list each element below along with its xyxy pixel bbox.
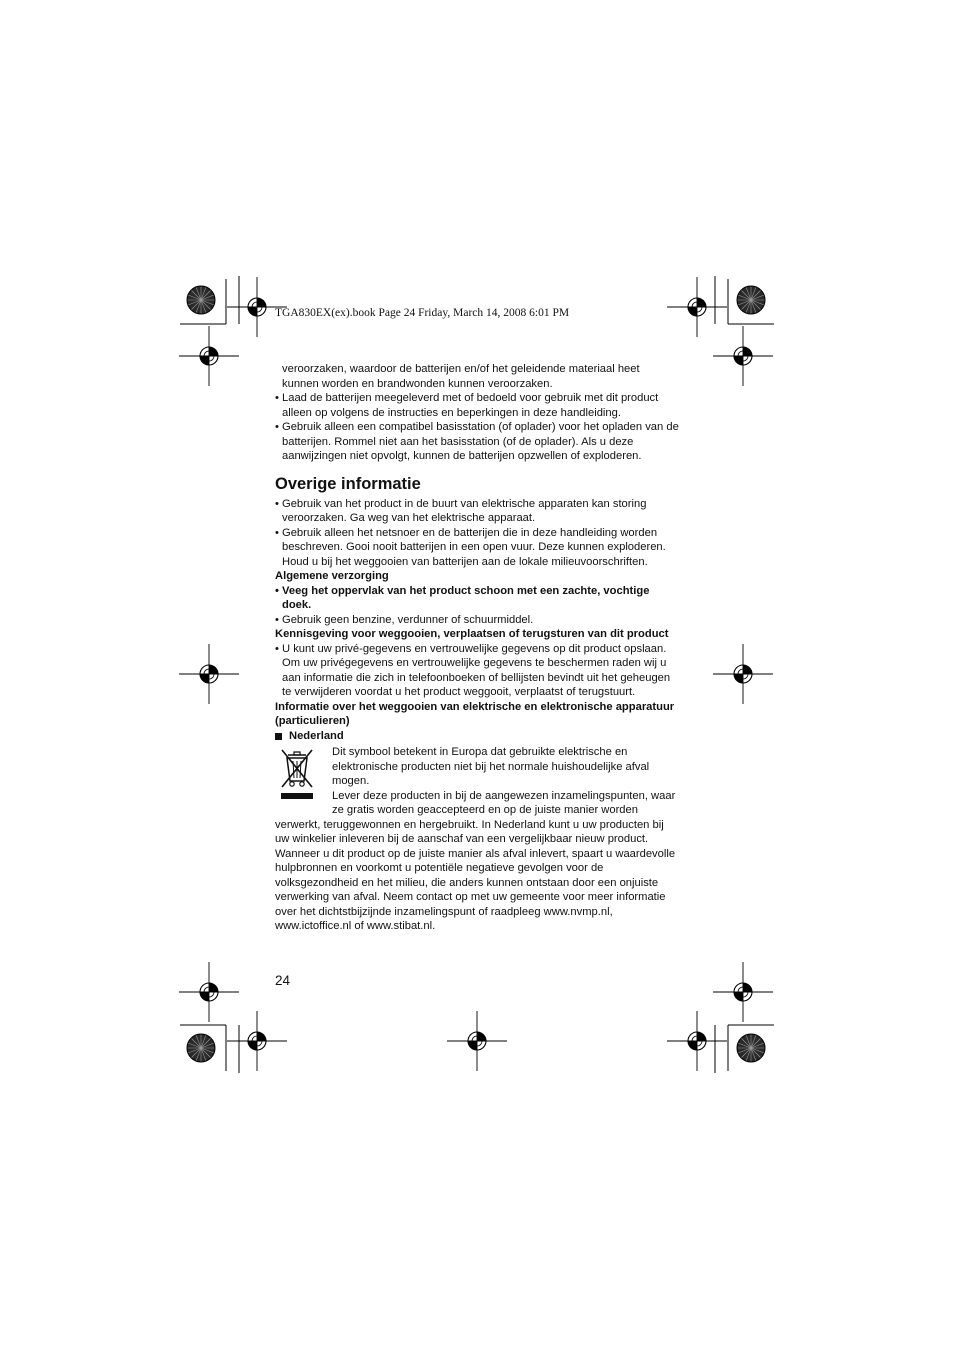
- list-item: • Gebruik van het product in de buurt van elektrische apparaten kan storing veroorzaken. Ga weg van het elektrische apparaat.: [275, 497, 647, 524]
- disposal-notice-title: Kennisgeving voor weggooien, verplaatsen of terugsturen van dit product: [275, 628, 669, 640]
- list-item: • Gebruik alleen het netsnoer en de batterijen die in deze handleiding worden beschreven. Gooi nooit batterijen in een open vuur. Deze kunnen exploderen. Houd u bij het weggooien van batterijen aan de lokale milieuvoorschriften.: [275, 526, 666, 568]
- bullet-icon: •: [275, 392, 279, 404]
- weee-collection-text-first: Lever deze producten in bij de aangewezen inzamelingspunten, waar ze gratis worden geaccepteerd en op de juiste manier worden: [332, 789, 676, 816]
- registration-mark-icon: [179, 326, 239, 386]
- weee-info: [275, 745, 679, 818]
- list-item: • Veeg het oppervlak van het product schoon met een zachte, vochtige doek.: [275, 584, 650, 611]
- list-item: • Gebruik geen benzine, verdunner of schuurmiddel.: [275, 613, 534, 626]
- registration-mark-icon: [713, 962, 773, 1022]
- bullet-icon: •: [275, 642, 279, 655]
- registration-mark-icon: [713, 644, 773, 704]
- star-target-icon: [187, 1034, 215, 1062]
- square-bullet-icon: [275, 733, 282, 740]
- list-item: • Gebruik alleen een compatibel basisstation (of oplader) voor het opladen van de batterijen. Rommel niet aan het basisstation (of de oplader). Als u deze aanwijzingen niet opvolgt, kunnen de batterijen opzwellen of exploderen.: [275, 421, 679, 462]
- star-target-icon: [737, 286, 765, 314]
- registration-mark-icon: [667, 277, 727, 337]
- bullet-icon: •: [275, 584, 279, 597]
- section-title: Overige informatie: [275, 474, 421, 493]
- bullet-icon: •: [275, 613, 279, 626]
- page-content: [275, 362, 679, 934]
- list-item: • U kunt uw privé-gegevens en vertrouwelijke gegevens op dit product opslaan. Om uw privégegevens en vertrouwelijke gegevens te beschermen raden wij u aan informatie die zich in telefoonboeken of bellijsten bevindt uit het geheugen te verwijderen voordat u het product weggooit, verplaatst of terugstuurt.: [275, 642, 671, 698]
- registration-mark-icon: [713, 326, 773, 386]
- star-target-icon: [187, 286, 215, 314]
- intro-continuation: veroorzaken, waardoor de batterijen en/of het geleidende materiaal heet kunnen worden en brandwonden kunnen veroorzaken.: [282, 363, 640, 390]
- registration-mark-icon: [227, 1011, 287, 1071]
- weee-collection-text-rest: verwerkt, teruggewonnen en hergebruikt. In Nederland kunt u uw producten bij uw winkelier inleveren bij de aanschaf van een vergelijkbaar nieuw product. Wanneer u dit product op de juiste manier als afval inlevert, spaart u waardevolle hulpbronnen en voorkomt u potentiële negatieve gevolgen voor de volksgezondheid en het milieu, die anders kunnen ontstaan door een onjuiste verwerking van afval. Neem contact op met uw gemeente voor meer informatie over het dichtstbijzijnde inzamelingspunt of raadpleeg www.nvmp.nl, www.ictoffice.nl of www.stibat.nl.: [275, 818, 676, 932]
- list-item: • Laad de batterijen meegeleverd met of bedoeld voor gebruik met dit product alleen op volgens de instructies en beperkingen in deze handleiding.: [275, 392, 659, 419]
- weee-title: Informatie over het weggooien van elektrische en elektronische apparatuur (particulieren): [275, 700, 675, 727]
- bullet-icon: •: [275, 421, 279, 433]
- registration-mark-icon: [179, 962, 239, 1022]
- star-target-icon: [737, 1034, 765, 1062]
- page-number: 24: [275, 973, 291, 988]
- weee-symbol-text: Dit symbool betekent in Europa dat gebruikte elektrische en elektronische producten niet bij het normale huishoudelijke afval mogen.: [332, 746, 650, 787]
- care-title: Algemene verzorging: [275, 570, 389, 582]
- print-info-header: TGA830EX(ex).book Page 24 Friday, March 14, 2008 6:01 PM: [275, 307, 570, 319]
- registration-mark-icon: [447, 1011, 507, 1071]
- registration-mark-icon: [179, 644, 239, 704]
- registration-mark-icon: [667, 1011, 727, 1071]
- bullet-icon: •: [275, 497, 279, 510]
- bullet-icon: •: [275, 526, 279, 539]
- crossed-out-wheeled-bin-icon: [279, 747, 315, 803]
- region-label: Nederland: [275, 729, 679, 744]
